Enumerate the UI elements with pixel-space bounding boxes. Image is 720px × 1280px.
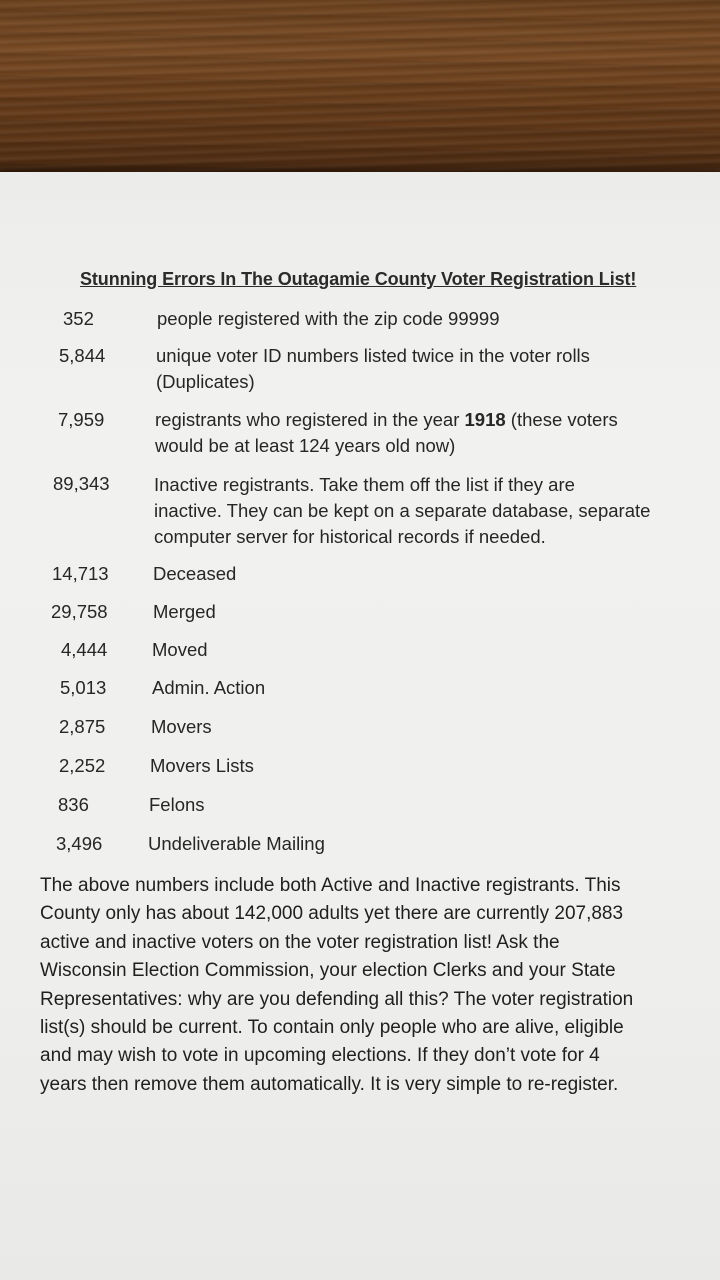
entry-description: people registered with the zip code 99999: [157, 308, 500, 329]
entry-description: Undeliverable Mailing: [148, 833, 325, 854]
entry-description: Movers: [151, 716, 212, 737]
entry-description: unique voter ID numbers listed twice in the voter rolls: [156, 345, 590, 366]
entry-number: 29,758: [51, 601, 108, 622]
paragraph-line: Wisconsin Election Commission, your election Clerks and your State: [40, 960, 616, 982]
paragraph-line: list(s) should be current. To contain only people who are alive, eligible: [40, 1017, 624, 1039]
entry-description: [155, 407, 618, 433]
wooden-table-surface: [0, 0, 720, 172]
paragraph-line: and may wish to vote in upcoming elections. If they don’t vote for 4: [40, 1045, 600, 1067]
entry-description: Admin. Action: [152, 677, 266, 698]
paragraph-line: County only has about 142,000 adults yet there are currently 207,883: [40, 903, 624, 925]
entry-number: 14,713: [52, 563, 109, 584]
entry-description-cont: (Duplicates): [156, 371, 255, 392]
paper-sheet: [0, 172, 720, 1280]
entry-number: 4,444: [61, 639, 108, 660]
entry-description: Deceased: [153, 563, 237, 584]
entry-description: Moved: [152, 639, 208, 660]
entry-text-pre: registrants who registered in the year: [155, 409, 465, 430]
entry-description: Felons: [149, 794, 205, 815]
entry-description-cont: inactive. They can be kept on a separate database, separate: [154, 500, 651, 521]
entry-year-bold: 1918: [464, 409, 506, 430]
entry-number: 3,496: [56, 833, 103, 854]
entry-number: 89,343: [53, 473, 110, 494]
entry-number: 2,252: [59, 755, 106, 776]
entry-description: Inactive registrants. Take them off the list if they are: [154, 474, 575, 495]
entry-description-cont: computer server for historical records if needed.: [154, 526, 546, 547]
entry-description-cont: would be at least 124 years old now): [155, 435, 456, 456]
document-title: Stunning Errors In The Outagamie County Voter Registration List!: [80, 269, 637, 289]
entry-number: 836: [58, 794, 89, 815]
entry-description: Movers Lists: [150, 755, 254, 776]
closing-paragraph: [40, 872, 710, 1099]
entry-number: 2,875: [59, 716, 106, 737]
entry-number: 7,959: [58, 409, 105, 430]
paragraph-line: years then remove them automatically. It is very simple to re-register.: [40, 1073, 619, 1095]
entry-text-post: (these voters: [505, 409, 618, 430]
entry-number: 5,844: [59, 345, 106, 366]
entry-number: 352: [63, 308, 94, 329]
paragraph-line: The above numbers include both Active and Inactive registrants. This: [40, 875, 621, 896]
entry-number: 5,013: [60, 677, 107, 698]
paragraph-line: Representatives: why are you defending all this? The voter registration: [40, 988, 634, 1010]
entry-description: Merged: [153, 601, 216, 622]
paragraph-line: active and inactive voters on the voter registration list! Ask the: [40, 931, 560, 953]
